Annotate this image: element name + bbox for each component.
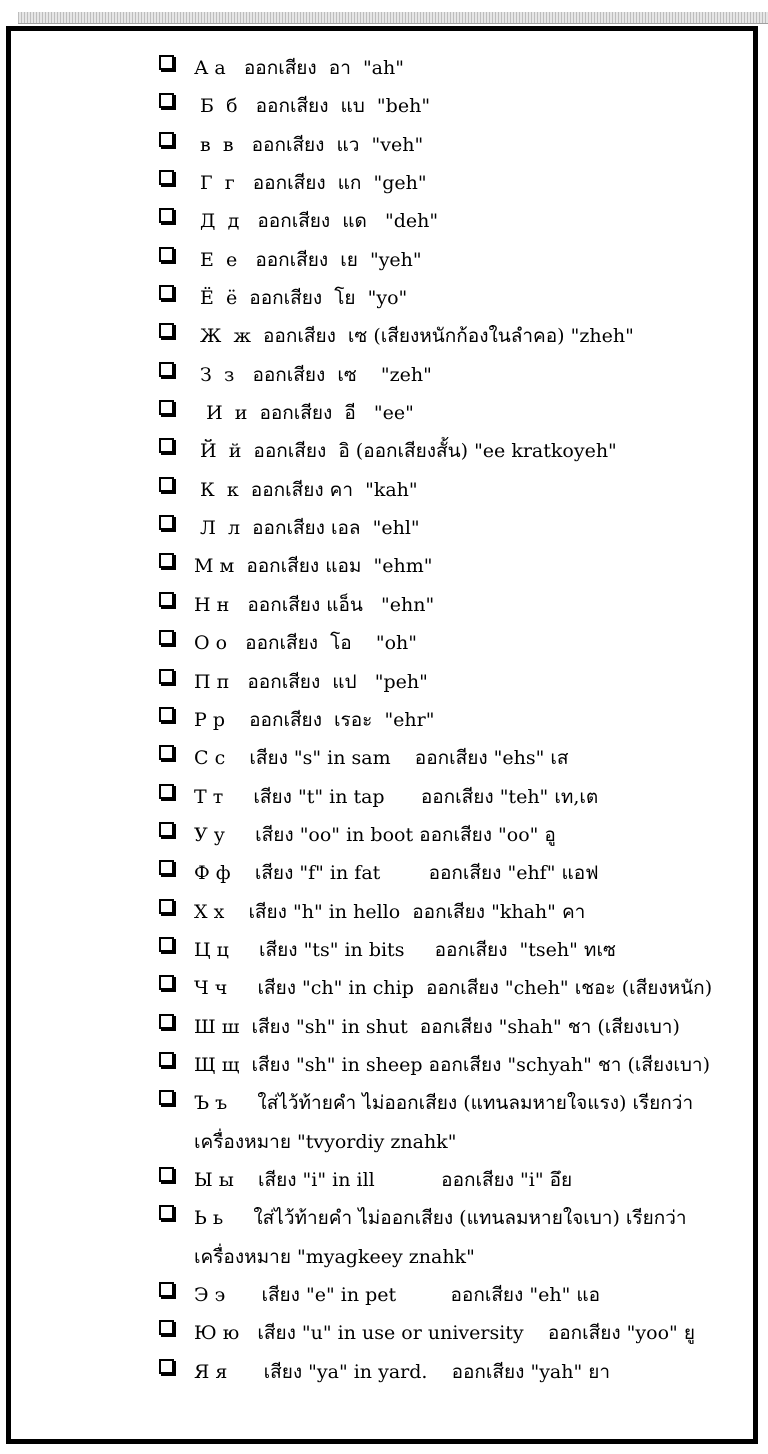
list-item-text: Р р ออกเสียง เรอะ "ehr": [194, 708, 435, 731]
list-item-text: Ь ь ใส่ไว้ท้ายคำ ไม่ออกเสียง (แทนลมหายใจเบา) เรียกว่า เครื่องหมาย "myagkeey znahk": [194, 1207, 687, 1268]
list-item-text: Й й ออกเสียง อิ (ออกเสียงสั้น) "ee kratkoyeh": [194, 440, 617, 463]
list-item: [159, 394, 743, 432]
list-item: [159, 1161, 743, 1199]
checkbox-bullet-icon: [159, 1014, 174, 1029]
checkbox-bullet-icon: [159, 323, 174, 338]
checkbox-bullet-icon: [159, 899, 174, 914]
list-item: [159, 969, 743, 1007]
list-item: [159, 1046, 743, 1084]
checkbox-bullet-icon: [159, 362, 174, 377]
list-item-text: Д д ออกเสียง แด "deh": [194, 210, 439, 233]
list-item-text: П п ออกเสียง แป "peh": [194, 670, 428, 693]
checkbox-bullet-icon: [159, 285, 174, 300]
list-item-text: Ю ю เสียง "u" in use or university ออกเสียง "yoo" ยู: [194, 1322, 695, 1345]
checkbox-bullet-icon: [159, 208, 174, 223]
checkbox-bullet-icon: [159, 55, 174, 70]
list-item: [159, 1008, 743, 1046]
list-item: [159, 1353, 743, 1391]
checkbox-bullet-icon: [159, 1167, 174, 1182]
checkbox-bullet-icon: [159, 1359, 174, 1374]
checkbox-bullet-icon: [159, 247, 174, 262]
checkbox-bullet-icon: [159, 592, 174, 607]
list-item: [159, 356, 743, 394]
list-item: [159, 164, 743, 202]
list-item: [159, 893, 743, 931]
list-item: [159, 126, 743, 164]
top-ruler-strip: [18, 12, 768, 24]
list-item-text: Л л ออกเสียง เอล "ehl": [194, 517, 420, 540]
list-item: [159, 931, 743, 969]
list-item: [159, 241, 743, 279]
list-item: [159, 49, 743, 87]
checkbox-bullet-icon: [159, 170, 174, 185]
checkbox-bullet-icon: [159, 1090, 174, 1105]
list-item: [159, 1314, 743, 1352]
list-item: [159, 701, 743, 739]
list-item-text: Х х เสียง "h" in hello ออกเสียง "khah" คา: [194, 900, 586, 923]
list-item-text: А а ออกเสียง อา "ah": [194, 57, 404, 79]
checkbox-bullet-icon: [159, 132, 174, 147]
list-item-text: С с เสียง "s" in sam ออกเสียง "ehs" เส: [194, 747, 569, 770]
list-item-text: Ф ф เสียง "f" in fat ออกเสียง "ehf" แอฟ: [194, 862, 599, 885]
checkbox-bullet-icon: [159, 438, 174, 453]
list-item-text: Я я เสียง "ya" in yard. ออกเสียง "yah" ยา: [194, 1360, 611, 1383]
checkbox-bullet-icon: [159, 822, 174, 837]
checkbox-bullet-icon: [159, 707, 174, 722]
list-item-text: Э э เสียง "e" in pet ออกเสียง "eh" แอ: [194, 1284, 601, 1306]
checkbox-bullet-icon: [159, 1282, 174, 1297]
checkbox-bullet-icon: [159, 1320, 174, 1335]
list-item-text: У у เสียง "oo" in boot ออกเสียง "oo" อู: [194, 823, 556, 846]
list-item-text: К к ออกเสียง คา "kah": [194, 478, 418, 501]
list-item: [159, 279, 743, 317]
list-item-text: Г г ออกเสียง แก "geh": [194, 172, 427, 195]
list-item: [159, 202, 743, 240]
list-item-text: Ц ц เสียง "ts" in bits ออกเสียง "tseh" ทเซ: [194, 938, 616, 961]
list-item-text: Е е ออกเสียง เย "yeh": [194, 248, 422, 271]
list-item: [159, 854, 743, 892]
list-item: [159, 1199, 743, 1276]
list-item: [159, 87, 743, 125]
checkbox-bullet-icon: [159, 937, 174, 952]
checkbox-bullet-icon: [159, 745, 174, 760]
list-item: [159, 471, 743, 509]
checkbox-bullet-icon: [159, 400, 174, 415]
checkbox-bullet-icon: [159, 515, 174, 530]
checkbox-bullet-icon: [159, 860, 174, 875]
list-item-text: И и ออกเสียง อี "ee": [194, 402, 414, 425]
list-item-text: в в ออกเสียง แว "veh": [194, 133, 424, 156]
checkbox-bullet-icon: [159, 975, 174, 990]
list-item: [159, 317, 743, 355]
list-item-text: Ж ж ออกเสียง เซ (เสียงหนักก้องในลำคอ) "zheh": [194, 325, 634, 348]
checkbox-bullet-icon: [159, 93, 174, 108]
list-item-text: Б б ออกเสียง แบ "beh": [194, 95, 431, 118]
list-item: [159, 816, 743, 854]
list-item-text: Щ щ เสียง "sh" in sheep ออกเสียง "schyah" ชา (เสียงเบา): [194, 1053, 711, 1076]
list-item: [159, 432, 743, 470]
checkbox-bullet-icon: [159, 784, 174, 799]
list-item-text: Н н ออกเสียง แอ็น "ehn": [194, 593, 435, 616]
checkbox-bullet-icon: [159, 1205, 174, 1220]
checkbox-bullet-icon: [159, 669, 174, 684]
list-item: [159, 547, 743, 585]
list-item-text: Ч ч เสียง "ch" in chip ออกเสียง "cheh" เชอะ (เสียงหนัก): [194, 977, 713, 1000]
list-item-text: Т т เสียง "t" in tap ออกเสียง "teh" เท,เต: [194, 785, 599, 808]
list-item: [159, 1084, 743, 1161]
list-item: [159, 1276, 743, 1314]
list-item: [159, 586, 743, 624]
checkbox-bullet-icon: [159, 553, 174, 568]
checkbox-bullet-icon: [159, 630, 174, 645]
checkbox-bullet-icon: [159, 477, 174, 492]
list-item-text: М м ออกเสียง แอม "ehm": [194, 555, 433, 578]
list-item-text: Ё ё ออกเสียง โย "yo": [194, 287, 408, 310]
list-item: [159, 739, 743, 777]
alphabet-list: [159, 49, 743, 1391]
list-item-text: О о ออกเสียง โอ "oh": [194, 632, 418, 655]
list-item-text: Ъ ъ ใส่ไว้ท้ายคำ ไม่ออกเสียง (แทนลมหายใจแรง) เรียกว่า เครื่องหมาย "tvyordiy znahk": [194, 1092, 694, 1153]
checkbox-bullet-icon: [159, 1052, 174, 1067]
list-item-text: Ы ы เสียง "i" in ill ออกเสียง "i" อึย: [194, 1168, 573, 1191]
list-item: [159, 778, 743, 816]
list-item-text: Ш ш เสียง "sh" in shut ออกเสียง "shah" ชา (เสียงเบา): [194, 1015, 680, 1038]
list-item-text: З з ออกเสียง เซ "zeh": [194, 363, 432, 386]
document-frame: [6, 26, 758, 1444]
list-item: [159, 624, 743, 662]
list-item: [159, 663, 743, 701]
list-item: [159, 509, 743, 547]
